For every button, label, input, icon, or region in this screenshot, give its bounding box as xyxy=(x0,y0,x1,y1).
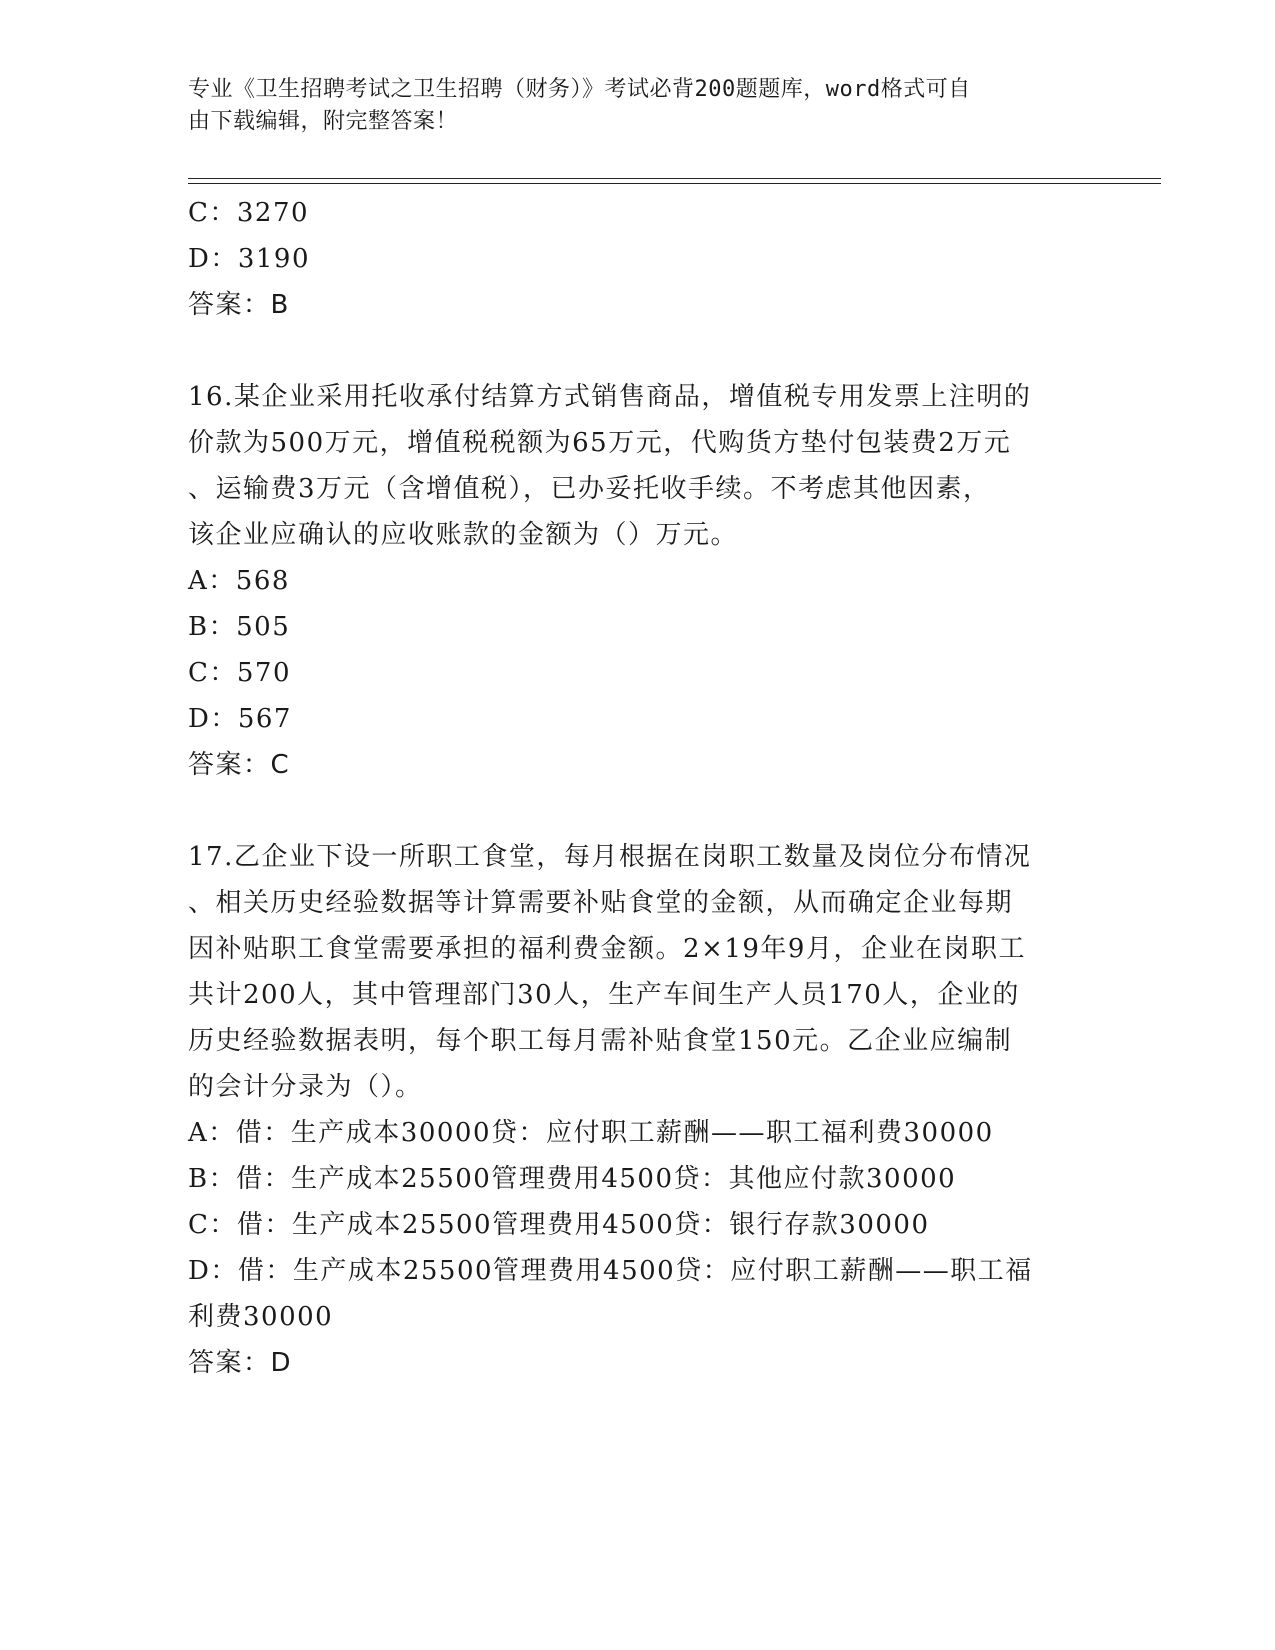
question-stem-line: 、相关历史经验数据等计算需要补贴食堂的金额，从而确定企业每期 xyxy=(188,888,1014,918)
option-a: A：借：生产成本30000贷：应付职工薪酬——职工福利费30000 xyxy=(188,1118,994,1148)
option-c: C：借：生产成本25500管理费用4500贷：银行存款30000 xyxy=(188,1210,930,1240)
header-divider-top xyxy=(188,178,1161,179)
question-stem-line: 该企业应确认的应收账款的金额为（）万元。 xyxy=(188,520,739,550)
option-d: D：567 xyxy=(188,704,292,734)
document-body xyxy=(188,190,1088,1386)
option-d: D：3190 xyxy=(188,244,311,274)
question-stem-line: 历史经验数据表明，每个职工每月需补贴食堂150元。乙企业应编制 xyxy=(188,1026,1013,1056)
question-stem-line: 、运输费3万元（含增值税），已办妥托收手续。不考虑其他因素， xyxy=(188,474,991,504)
header-line-1: 专业《卫生招聘考试之卫生招聘（财务）》考试必背200题题库，word格式可自 xyxy=(188,77,971,102)
prev-question-block xyxy=(188,190,1088,328)
header-line-2: 由下载编辑，附完整答案！ xyxy=(188,109,459,134)
option-b: B：505 xyxy=(188,612,291,642)
question-stem-line: 16.某企业采用托收承付结算方式销售商品，增值税专用发票上注明的 xyxy=(188,382,1032,412)
option-b: B：借：生产成本25500管理费用4500贷：其他应付款30000 xyxy=(188,1164,957,1194)
question-stem-line: 共计200人，其中管理部门30人，生产车间生产人员170人，企业的 xyxy=(188,980,1020,1010)
question-17 xyxy=(188,834,1088,1386)
option-c: C：3270 xyxy=(188,198,310,228)
question-stem-line: 17.乙企业下设一所职工食堂，每月根据在岗职工数量及岗位分布情况 xyxy=(188,842,1032,872)
answer-line: 答案：D xyxy=(188,1348,293,1378)
question-stem-line: 的会计分录为（）。 xyxy=(188,1072,423,1102)
option-c: C：570 xyxy=(188,658,292,688)
answer-line: 答案：B xyxy=(188,290,290,320)
question-stem-line: 因补贴职工食堂需要承担的福利费金额。2×19年9月，企业在岗职工 xyxy=(188,934,1026,964)
question-16 xyxy=(188,374,1088,788)
question-stem-line: 价款为500万元，增值税税额为65万元，代购货方垫付包装费2万元 xyxy=(188,428,1012,458)
option-d-continued: 利费30000 xyxy=(188,1302,334,1332)
document-header xyxy=(188,74,1088,138)
header-divider-bottom xyxy=(188,183,1161,184)
answer-line: 答案：C xyxy=(188,750,291,780)
option-a: A：568 xyxy=(188,566,290,596)
option-d: D：借：生产成本25500管理费用4500贷：应付职工薪酬——职工福 xyxy=(188,1256,1033,1286)
spacer xyxy=(188,788,1088,834)
spacer xyxy=(188,328,1088,374)
